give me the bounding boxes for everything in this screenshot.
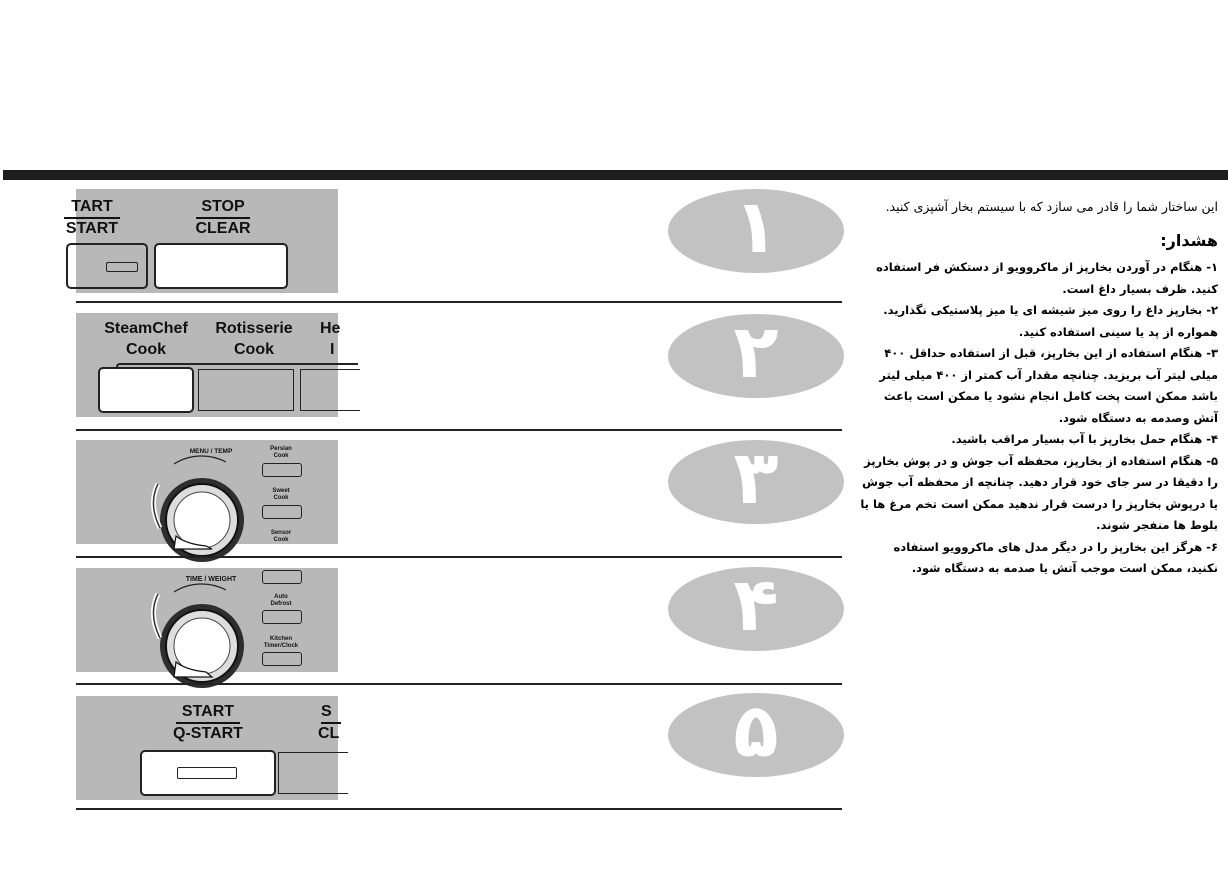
persian-cook-button — [262, 463, 302, 477]
start-button-partial — [66, 243, 148, 289]
kitchen-timer-button — [262, 652, 302, 666]
step-5-badge: ۵ — [668, 693, 844, 777]
time-weight-dial — [146, 582, 256, 677]
menu-temp-dial — [146, 454, 256, 549]
start-button — [140, 750, 276, 796]
rotisserie-cook-label: Cook — [234, 341, 274, 358]
persian-cook-label: Persian Cook — [270, 446, 292, 459]
button-slot — [177, 767, 237, 779]
start-label: START — [176, 702, 240, 724]
step-3-badge: ۳ — [668, 440, 844, 524]
healthy-sub-label-partial: I — [330, 341, 335, 358]
clear-label: CLEAR — [195, 220, 251, 237]
button-slot — [106, 262, 138, 272]
warning-item: ۳- هنگام استفاده از این بخارپز، قبل از استفاده حداقل ۴۰۰ میلی لیتر آب بریزید. چنانچه مقدار آب کمتر از ۴۰۰ میلی لیتر باشد ممکن است پخت کامل انجام نشود یا ممکن است باعث آتش وصدمه به دستگاه شود. — [879, 346, 1218, 425]
divider — [76, 683, 842, 685]
stop-button-partial — [278, 752, 348, 794]
rotisserie-cook-button — [198, 369, 294, 411]
healthy-label-partial: He — [320, 320, 341, 337]
steamchef-cook-button — [98, 367, 194, 413]
divider — [76, 429, 842, 431]
divider — [76, 301, 842, 303]
warning-item: ۶- هرگز این بخارپز را در دیگر مدل های ماکروویو استفاده نکنید، ممکن است موجب آتش یا صدمه به دستگاه شود. — [893, 539, 1218, 575]
sweet-cook-button — [262, 505, 302, 519]
time-weight-label: TIME / WEIGHT — [185, 576, 237, 583]
sensor-cook-label: Sensor Cook — [270, 530, 292, 543]
step-4-badge: ۴ — [668, 567, 844, 651]
q-start-label-partial: START — [65, 220, 119, 237]
step-2-panel — [76, 313, 341, 417]
auto-defrost-label: Auto Defrost — [270, 594, 292, 607]
auto-defrost-button — [262, 610, 302, 624]
menu-temp-label: MENU / TEMP — [189, 448, 233, 455]
stop-label: STOP — [196, 197, 250, 219]
step-1-badge: ۱ — [668, 189, 844, 273]
divider — [76, 808, 842, 810]
steamchef-cook-label: Cook — [126, 341, 166, 358]
step-2-badge: ۲ — [668, 314, 844, 398]
sweet-cook-label: Sweet Cook — [272, 488, 290, 501]
instructions-column — [860, 196, 1218, 580]
clear-label-partial: CL — [318, 725, 340, 742]
kitchen-timer-label: Kitchen Timer/Clock — [263, 636, 299, 649]
stop-label-partial: S — [321, 702, 341, 724]
q-start-label: Q-START — [173, 725, 243, 742]
step-5-panel — [76, 696, 338, 800]
step-3-panel — [76, 440, 338, 544]
intro-text: این ساختار شما را قادر می سازد که با سیستم بخار آشپزی کنید. — [885, 199, 1218, 214]
steamchef-label: SteamChef — [104, 320, 188, 337]
step-1-panel — [65, 189, 338, 293]
rotisserie-label: Rotisserie — [215, 320, 293, 337]
top-button — [262, 570, 302, 584]
warning-item: ۵- هنگام استفاده از بخارپز، محفظه آب جوش و در پوش بخارپز را دقیقا در سر جای خود قرار دهید. چنانچه از محفظه آب جوش یا درپوش بخارپز را درست قرار ندهید ممکن است تخم مرغ ها یا بلوط ها منفجر شوند. — [860, 453, 1218, 532]
warning-item: ۱- هنگام در آوردن بخارپز از ماکروویو از دستکش فر استفاده کنید. ظرف بسیار داغ است. — [876, 260, 1218, 296]
warning-title: هشدار: — [1160, 231, 1218, 250]
healthy-button-partial — [300, 369, 360, 411]
warning-item: ۴- هنگام حمل بخارپز با آب بسیار مراقب باشید. — [951, 432, 1218, 446]
warning-item: ۲- بخارپز داغ را روی میز شیشه ای یا میز پلاستیکی نگذارید. همواره از پد یا سینی استفاده کنید. — [883, 303, 1218, 339]
stop-clear-button — [154, 243, 288, 289]
start-label-partial: TART — [64, 197, 120, 219]
step-4-panel — [76, 568, 338, 672]
warning-list — [860, 257, 1218, 580]
divider — [76, 556, 842, 558]
top-header-bar — [3, 170, 1228, 180]
